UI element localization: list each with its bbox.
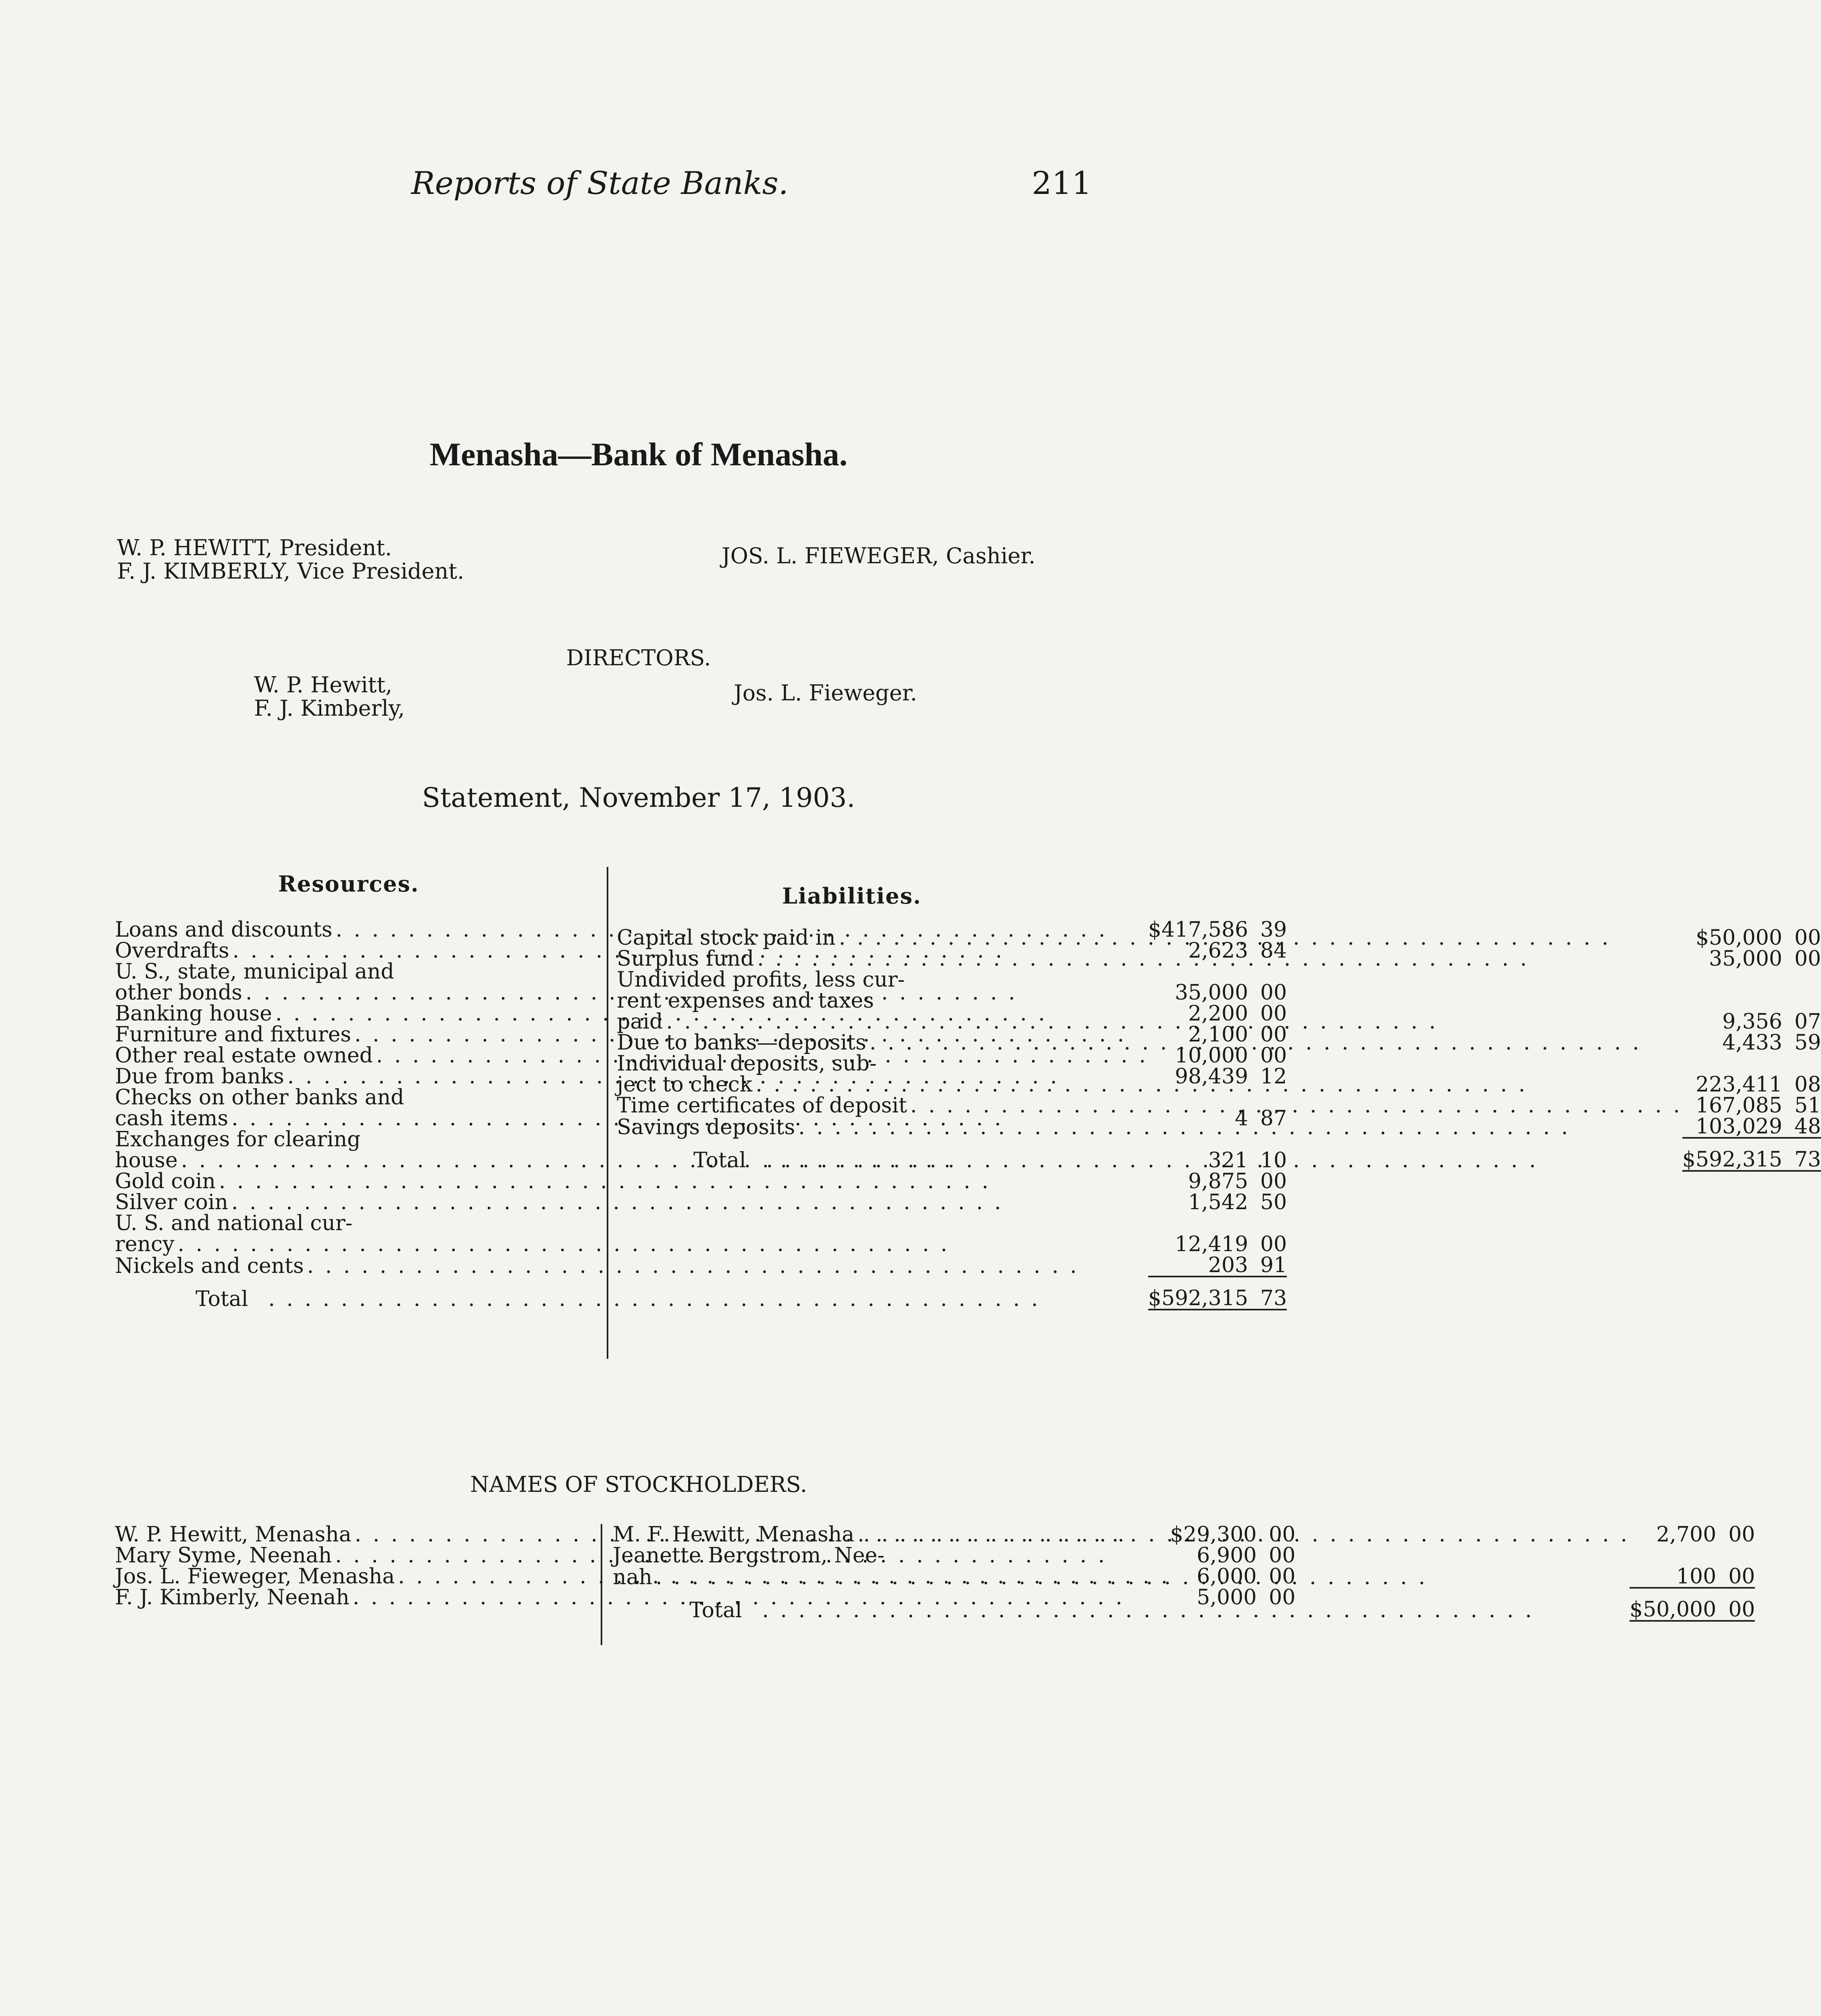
leader-dots [798, 1117, 1682, 1138]
director-name: Jos. L. Fieweger. [734, 680, 917, 706]
officer-cashier: JOS. L. FIEWEGER, Cashier. [722, 543, 1036, 569]
amount-cents: 87 [1260, 1106, 1287, 1131]
ledger-row [617, 969, 1821, 990]
total-cents: 00 [1728, 1588, 1755, 1621]
amount-dollars: 2,700 [1656, 1522, 1717, 1547]
ledger-row [617, 990, 1821, 1011]
stockholders-heading: NAMES OF STOCKHOLDERS. [470, 1472, 807, 1497]
amount-cents: 12 [1260, 1064, 1287, 1089]
row-label: U. S., state, municipal and [115, 960, 394, 984]
amount-dollars: $29,300 [1170, 1522, 1257, 1547]
amount-dollars: 2,100 [1188, 1023, 1249, 1047]
ledger-row [617, 1116, 1821, 1138]
amount-cents: 48 [1794, 1114, 1821, 1139]
amount-cents: 51 [1794, 1093, 1821, 1118]
row-label: rency [115, 1232, 175, 1256]
amount-dollars: 223,411 [1695, 1073, 1782, 1097]
amount-cents: 91 [1260, 1253, 1287, 1277]
amount-dollars: 98,439 [1175, 1064, 1249, 1089]
amount-cents: 00 [1728, 1522, 1755, 1547]
total-cents: 73 [1260, 1277, 1287, 1310]
leader-dots [766, 1150, 1682, 1171]
row-label: Surplus fund [617, 947, 754, 971]
row-label: Mary Syme, Neenah [115, 1543, 332, 1568]
officer-vice-president: F. J. KIMBERLY, Vice President. [117, 558, 464, 584]
amount-dollars: 35,000 [1175, 981, 1249, 1005]
ledger-row [617, 948, 1821, 969]
row-label: Banking house [115, 1002, 272, 1026]
row-label: Individual deposits, sub- [617, 1052, 877, 1076]
amount-cents: 50 [1260, 1190, 1287, 1214]
amount-dollars: 321 [1208, 1148, 1249, 1173]
leader-dots [231, 1192, 1148, 1213]
row-label: Silver coin [115, 1190, 228, 1214]
amount-dollars: $417,586 [1148, 918, 1249, 942]
running-title: Reports of State Banks. [411, 165, 789, 202]
row-label: other bonds [115, 981, 242, 1005]
row-label: Undivided profits, less cur- [617, 968, 905, 992]
director-name: W. P. Hewitt, [254, 672, 393, 698]
amount-cents: 00 [1260, 1232, 1287, 1256]
total-row [115, 1277, 1287, 1310]
liabilities-heading: Liabilities. [782, 883, 922, 909]
directors-heading: DIRECTORS. [566, 645, 711, 671]
total-label: Total [693, 1148, 746, 1173]
amount-cents: 00 [1260, 1002, 1287, 1026]
ledger-row [617, 1074, 1821, 1095]
amount-dollars: 12,419 [1175, 1232, 1249, 1256]
amount-dollars: 103,029 [1695, 1114, 1782, 1139]
row-label: Time certificates of deposit [617, 1093, 907, 1118]
amount-dollars: 2,200 [1188, 1002, 1249, 1026]
amount-cents [1794, 969, 1821, 990]
resources-heading: Resources. [278, 871, 419, 897]
amount-cents: 00 [1269, 1585, 1296, 1610]
row-label: house [115, 1148, 178, 1173]
ledger-row [115, 1255, 1287, 1277]
row-label: ject to check [617, 1073, 753, 1097]
amount-dollars: 167,085 [1695, 1093, 1782, 1118]
amount-dollars: 4 [1234, 1106, 1249, 1131]
total-cents: 73 [1794, 1138, 1821, 1171]
amount-dollars: 1,542 [1188, 1190, 1249, 1214]
amount-cents: 00 [1794, 926, 1821, 950]
row-label: Jeanette Bergstrom, Nee- [613, 1543, 884, 1568]
row-label: Other real estate owned [115, 1043, 373, 1068]
row-label: Checks on other banks and [115, 1085, 404, 1110]
amount-cents: 00 [1269, 1522, 1296, 1547]
amount-cents: 00 [1728, 1564, 1755, 1589]
amount-dollars [1682, 969, 1794, 990]
amount-cents: 84 [1260, 939, 1287, 963]
leader-dots [870, 1032, 1682, 1053]
total-dollars: $592,315 [1682, 1138, 1794, 1171]
leader-dots [857, 1524, 1630, 1545]
statement-title: Statement, November 17, 1903. [422, 782, 855, 813]
amount-dollars [1148, 1213, 1260, 1234]
total-label: Total [196, 1287, 248, 1311]
ledger-row [613, 1524, 1755, 1545]
ledger-row [617, 1032, 1821, 1053]
amount-dollars: 2,623 [1188, 939, 1249, 963]
amount-cents [1728, 1545, 1755, 1566]
row-label: paid [617, 1010, 663, 1034]
amount-cents: 00 [1260, 1023, 1287, 1047]
amount-cents: 10 [1260, 1148, 1287, 1173]
row-label: Nickels and cents [115, 1254, 304, 1278]
total-dollars: $50,000 [1630, 1588, 1728, 1621]
row-label: nah [613, 1565, 652, 1589]
amount-cents: 00 [1260, 981, 1287, 1005]
ledger-row [115, 1192, 1287, 1213]
row-label: cash items [115, 1106, 229, 1131]
amount-dollars: 6,000 [1197, 1564, 1257, 1589]
ledger-row [613, 1566, 1755, 1588]
ledger-row [617, 1053, 1821, 1074]
leader-dots [910, 1095, 1682, 1116]
total-label: Total [689, 1598, 742, 1622]
row-label: Capital stock paid in [617, 926, 836, 950]
director-name: F. J. Kimberly, [254, 696, 405, 721]
ledger-row [613, 1545, 1755, 1566]
leader-dots [839, 927, 1682, 948]
amount-dollars: 4,433 [1722, 1031, 1782, 1055]
ledger-row [617, 1011, 1821, 1032]
row-label: W. P. Hewitt, Menasha [115, 1522, 352, 1547]
ledger-row [617, 927, 1821, 948]
amount-cents: 00 [1260, 1169, 1287, 1193]
amount-dollars: 10,000 [1175, 1043, 1249, 1068]
row-label: Gold coin [115, 1169, 216, 1193]
row-label: Furniture and fixtures [115, 1023, 352, 1047]
leader-dots [757, 948, 1682, 969]
leader-dots [656, 1564, 1630, 1589]
total-dollars: $592,315 [1148, 1277, 1260, 1310]
amount-cents [1260, 1213, 1287, 1234]
amount-cents: 39 [1260, 918, 1287, 942]
ledger-row [115, 1234, 1287, 1255]
bank-title: Menasha—Bank of Menasha. [429, 436, 848, 473]
row-label: Overdrafts [115, 939, 229, 963]
liabilities-table [617, 927, 1821, 1172]
amount-dollars [1682, 990, 1794, 1011]
row-label: U. S. and national cur- [115, 1211, 353, 1235]
row-label: Loans and discounts [115, 918, 333, 942]
amount-dollars: 9,875 [1188, 1169, 1249, 1193]
row-label: F. J. Kimberly, Neenah [115, 1585, 350, 1610]
officer-president: W. P. HEWITT, President. [117, 535, 392, 560]
amount-cents: 00 [1269, 1564, 1296, 1589]
ledger-row [115, 1171, 1287, 1192]
amount-dollars: 100 [1676, 1564, 1717, 1589]
leader-dots [666, 1011, 1682, 1032]
row-label: Jos. L. Fieweger, Menasha [115, 1564, 395, 1589]
leader-dots [762, 1600, 1630, 1621]
leader-dots [268, 1289, 1148, 1310]
ledger-row [617, 1095, 1821, 1116]
row-label: Due from banks [115, 1064, 284, 1089]
leader-dots [178, 1234, 1148, 1255]
amount-dollars [1630, 1545, 1728, 1566]
row-label: Due to banks—deposits [617, 1031, 866, 1055]
total-row [613, 1588, 1755, 1621]
amount-cents: 00 [1260, 1043, 1287, 1068]
amount-dollars: 6,900 [1197, 1543, 1257, 1568]
amount-cents [1794, 990, 1821, 1011]
leader-dots [307, 1256, 1148, 1277]
amount-cents: 59 [1794, 1031, 1821, 1055]
amount-dollars: 9,356 [1722, 1010, 1782, 1034]
row-label: rent expenses and taxes [617, 989, 874, 1013]
leader-dots [755, 1074, 1682, 1095]
amount-dollars: 5,000 [1197, 1585, 1257, 1610]
leader-dots [219, 1171, 1148, 1192]
row-label: M. F. Hewitt, Menasha [613, 1522, 855, 1547]
amount-cents [1794, 1053, 1821, 1074]
total-row [617, 1138, 1821, 1171]
amount-dollars: 203 [1208, 1253, 1249, 1277]
row-label: Savings deposits [617, 1115, 795, 1139]
amount-dollars: 35,000 [1709, 947, 1782, 971]
amount-cents: 07 [1794, 1010, 1821, 1034]
amount-dollars [1682, 1053, 1794, 1074]
amount-cents: 00 [1794, 947, 1821, 971]
amount-cents: 00 [1269, 1543, 1296, 1568]
row-label: Exchanges for clearing [115, 1127, 361, 1152]
amount-cents: 08 [1794, 1073, 1821, 1097]
stockholders-right-table [613, 1524, 1755, 1622]
page-number: 211 [1032, 165, 1092, 202]
amount-dollars: $50,000 [1695, 926, 1782, 950]
ledger-row [115, 1213, 1287, 1234]
